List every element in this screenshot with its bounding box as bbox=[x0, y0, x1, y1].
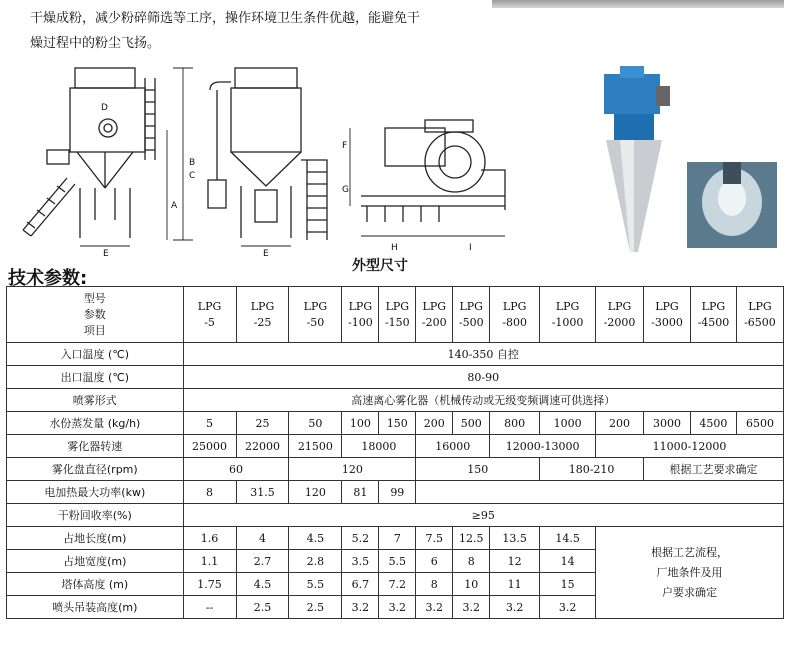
table-row bbox=[7, 343, 784, 366]
table-row bbox=[7, 366, 784, 389]
cell: 2.5 bbox=[236, 596, 289, 619]
cell: 5.5 bbox=[289, 573, 342, 596]
cell: 14.5 bbox=[540, 527, 596, 550]
table-row bbox=[7, 435, 784, 458]
row-label: 喷头吊装高度(m) bbox=[7, 596, 184, 619]
model-header: LPG -100 bbox=[342, 287, 379, 343]
cell: ≥95 bbox=[183, 504, 783, 527]
side-note-line: 根据工艺流程， bbox=[651, 545, 729, 559]
cell: 120 bbox=[289, 458, 416, 481]
cell: 5 bbox=[183, 412, 236, 435]
cell: 7.2 bbox=[379, 573, 416, 596]
cell: 3.2 bbox=[342, 596, 379, 619]
cell: 18000 bbox=[342, 435, 416, 458]
cell: 120 bbox=[289, 481, 342, 504]
cell: 10 bbox=[453, 573, 490, 596]
cell: 25 bbox=[236, 412, 289, 435]
cell: 2.8 bbox=[289, 550, 342, 573]
dim-label-g: G bbox=[342, 185, 349, 195]
row-label: 水份蒸发量 (kg/h) bbox=[7, 412, 184, 435]
dim-label-e-1: E bbox=[103, 249, 109, 259]
row-label: 出口温度 (℃) bbox=[7, 366, 184, 389]
cell: 180-210 bbox=[540, 458, 644, 481]
cell: 21500 bbox=[289, 435, 342, 458]
cell: 4500 bbox=[690, 412, 736, 435]
cell: 根据工艺要求确定 bbox=[644, 458, 784, 481]
intro-line-2: 燥过程中的粉尘飞扬。 bbox=[30, 36, 161, 51]
cell: 3.2 bbox=[490, 596, 540, 619]
cell: 7.5 bbox=[416, 527, 453, 550]
cell: 60 bbox=[183, 458, 289, 481]
model-header: LPG -800 bbox=[490, 287, 540, 343]
cell: 99 bbox=[379, 481, 416, 504]
row-label: 喷雾形式 bbox=[7, 389, 184, 412]
dim-label-c: C bbox=[189, 171, 196, 181]
model-header: LPG -50 bbox=[289, 287, 342, 343]
cell: 4.5 bbox=[289, 527, 342, 550]
model-header: LPG -500 bbox=[453, 287, 490, 343]
table-row bbox=[7, 389, 784, 412]
model-header: LPG -25 bbox=[236, 287, 289, 343]
header-row bbox=[7, 287, 784, 343]
cell: 200 bbox=[416, 412, 453, 435]
cell: 81 bbox=[342, 481, 379, 504]
row-label: 雾化器转速 bbox=[7, 435, 184, 458]
cell: 5.5 bbox=[379, 550, 416, 573]
dim-label-d: D bbox=[101, 103, 108, 113]
cell: 3000 bbox=[644, 412, 691, 435]
cell: 80-90 bbox=[183, 366, 783, 389]
table-row bbox=[7, 458, 784, 481]
model-header: LPG -6500 bbox=[736, 287, 783, 343]
dim-label-e-2: E bbox=[263, 249, 269, 259]
header-label-line: 项目 bbox=[83, 323, 106, 337]
cell-empty bbox=[416, 481, 784, 504]
cell: 11000-12000 bbox=[596, 435, 784, 458]
cell: 3.2 bbox=[540, 596, 596, 619]
cell: 22000 bbox=[236, 435, 289, 458]
model-header: LPG -200 bbox=[416, 287, 453, 343]
cell: 7 bbox=[379, 527, 416, 550]
row-label: 占地长度(m) bbox=[7, 527, 184, 550]
cell: 高速离心雾化器（机械传动或无级变频调速可供选择） bbox=[183, 389, 783, 412]
cell: 500 bbox=[453, 412, 490, 435]
cell: 800 bbox=[490, 412, 540, 435]
top-photo-strip bbox=[492, 0, 784, 8]
dim-label-i: I bbox=[469, 243, 472, 253]
cell: 3.2 bbox=[416, 596, 453, 619]
row-label: 占地宽度(m) bbox=[7, 550, 184, 573]
table-row bbox=[7, 504, 784, 527]
cell: 1.1 bbox=[183, 550, 236, 573]
cell: 3.5 bbox=[342, 550, 379, 573]
cell: 11 bbox=[490, 573, 540, 596]
cell: 6.7 bbox=[342, 573, 379, 596]
cell: 50 bbox=[289, 412, 342, 435]
row-label: 电加热最大功率(kw) bbox=[7, 481, 184, 504]
model-header: LPG -150 bbox=[379, 287, 416, 343]
cell: 12 bbox=[490, 550, 540, 573]
intro-line-1: 干燥成粉，减少粉碎筛选等工序，操作环境卫生条件优越，能避免干 bbox=[30, 11, 421, 26]
header-label bbox=[7, 287, 184, 343]
dim-label-a: A bbox=[171, 201, 178, 211]
dim-label-f: F bbox=[342, 141, 348, 151]
cell: 31.5 bbox=[236, 481, 289, 504]
cell: 5.2 bbox=[342, 527, 379, 550]
table-row bbox=[7, 481, 784, 504]
cell: 12.5 bbox=[453, 527, 490, 550]
side-note bbox=[596, 527, 784, 619]
cell: 140-350 自控 bbox=[183, 343, 783, 366]
cell: 25000 bbox=[183, 435, 236, 458]
atomizer-spray-photo bbox=[687, 162, 777, 248]
cell: -- bbox=[183, 596, 236, 619]
cell: 2.5 bbox=[289, 596, 342, 619]
cell: 12000-13000 bbox=[490, 435, 596, 458]
spec-table bbox=[6, 286, 784, 619]
model-header: LPG -1000 bbox=[540, 287, 596, 343]
cell: 6500 bbox=[736, 412, 783, 435]
cell: 16000 bbox=[416, 435, 490, 458]
row-label: 塔体高度 (m) bbox=[7, 573, 184, 596]
dimension-drawings bbox=[5, 60, 510, 260]
cell: 2.7 bbox=[236, 550, 289, 573]
table-row bbox=[7, 527, 784, 550]
cell: 8 bbox=[453, 550, 490, 573]
cell: 100 bbox=[342, 412, 379, 435]
side-note-line: 户要求确定 bbox=[662, 585, 718, 599]
cell: 4 bbox=[236, 527, 289, 550]
table-row bbox=[7, 412, 784, 435]
cell: 1000 bbox=[540, 412, 596, 435]
drawing-caption: 外型尺寸 bbox=[352, 258, 408, 274]
cell: 150 bbox=[379, 412, 416, 435]
intro-text bbox=[30, 6, 500, 56]
header-label-line: 参数 bbox=[83, 307, 106, 321]
header-label-line: 型号 bbox=[83, 291, 106, 305]
cell: 8 bbox=[416, 573, 453, 596]
cell: 6 bbox=[416, 550, 453, 573]
model-header: LPG -4500 bbox=[690, 287, 736, 343]
cell: 1.75 bbox=[183, 573, 236, 596]
model-header: LPG -5 bbox=[183, 287, 236, 343]
row-label: 雾化盘直径(rpm) bbox=[7, 458, 184, 481]
spray-dryer-photo bbox=[586, 66, 682, 252]
cell: 150 bbox=[416, 458, 540, 481]
cell: 8 bbox=[183, 481, 236, 504]
model-header: LPG -3000 bbox=[644, 287, 691, 343]
side-note-line: 厂地条件及用 bbox=[656, 565, 723, 579]
model-header: LPG -2000 bbox=[596, 287, 644, 343]
cell: 1.6 bbox=[183, 527, 236, 550]
dim-label-b: B bbox=[189, 158, 196, 168]
dim-label-h: H bbox=[391, 243, 398, 253]
cell: 200 bbox=[596, 412, 644, 435]
cell: 4.5 bbox=[236, 573, 289, 596]
section-heading: 技术参数: bbox=[8, 268, 88, 289]
cell: 14 bbox=[540, 550, 596, 573]
cell: 15 bbox=[540, 573, 596, 596]
cell: 3.2 bbox=[453, 596, 490, 619]
cell: 13.5 bbox=[490, 527, 540, 550]
row-label: 入口温度 (℃) bbox=[7, 343, 184, 366]
cell: 3.2 bbox=[379, 596, 416, 619]
row-label: 干粉回收率(%) bbox=[7, 504, 184, 527]
